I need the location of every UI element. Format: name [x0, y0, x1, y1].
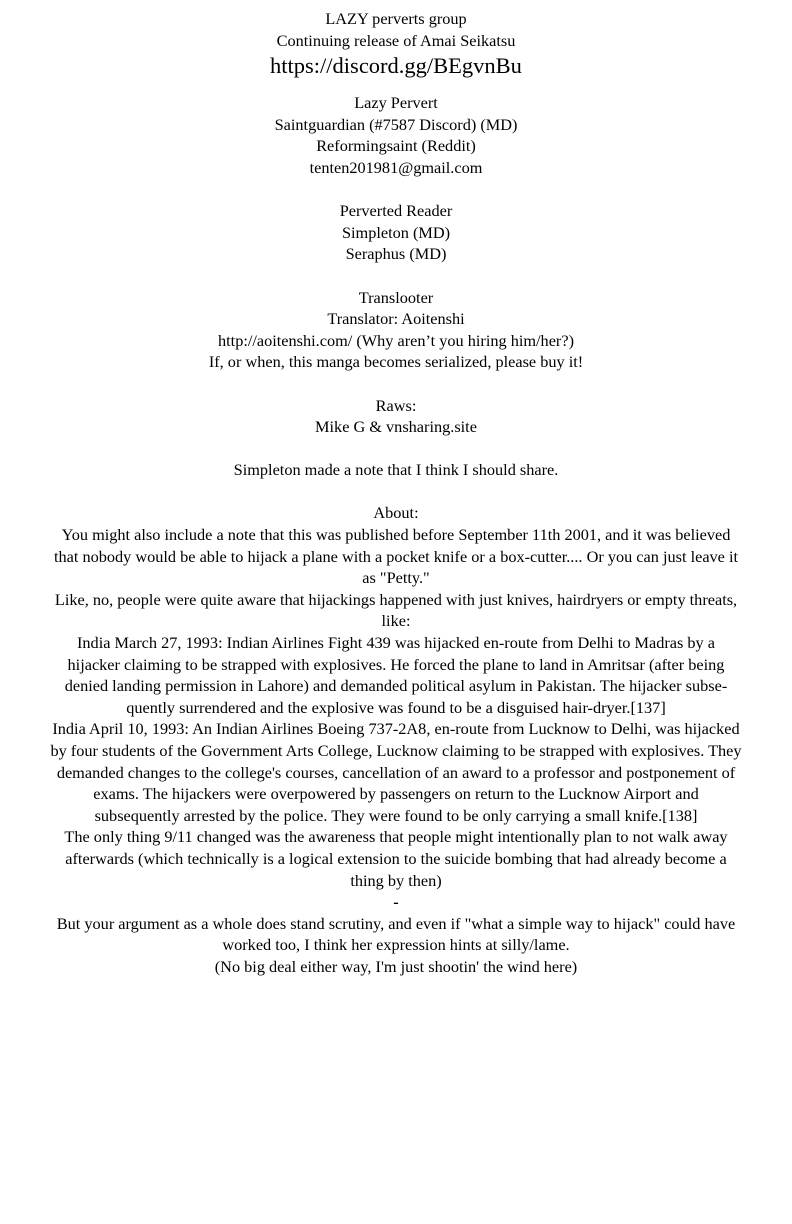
raws-section	[14, 395, 778, 438]
translooter-section	[14, 287, 778, 373]
translooter-heading: Translooter	[358, 287, 434, 307]
separator-dash: -	[393, 892, 399, 912]
translator-name: Translator: Aoitenshi	[327, 309, 465, 329]
spacer	[14, 80, 778, 92]
about-heading: About:	[373, 503, 419, 523]
about-line: that nobody would be able to hijack a plane with a pocket knife or a box-cutter.... Or you can just leave it	[53, 546, 739, 566]
perverted-reader-line: Seraphus (MD)	[345, 244, 447, 264]
about-line: exams. The hijackers were overpowered by passengers on return to the Lucknow Airport and	[93, 784, 699, 804]
spacer	[14, 265, 778, 287]
credits-page	[14, 8, 778, 978]
about-line: Like, no, people were quite aware that hijackings happened with just knives, hairdryers or empty threats,	[54, 589, 738, 609]
perverted-reader-heading: Perverted Reader	[339, 201, 453, 221]
lazy-pervert-line: Saintguardian (#7587 Discord) (MD)	[274, 114, 518, 134]
perverted-reader-section	[14, 200, 778, 265]
about-line: as "Petty."	[362, 568, 430, 588]
about-section	[14, 502, 778, 977]
about-line: quently surrendered and the explosive was found to be a disguised hair-dryer.[137]	[126, 697, 666, 717]
about-line: by four students of the Government Arts College, Lucknow claiming to be strapped with explosives. They	[50, 741, 742, 760]
spacer	[14, 373, 778, 395]
about-line: thing by then)	[350, 870, 442, 890]
spacer	[14, 179, 778, 201]
about-line: India April 10, 1993: An Indian Airlines Boeing 737-2A8, en-route from Lucknow to Delhi, was hijacked	[52, 719, 740, 739]
spacer	[14, 438, 778, 460]
about-line: hijacker claiming to be strapped with explosives. He forced the plane to land in Amritsar (after being	[67, 654, 725, 674]
buy-note: If, or when, this manga becomes serialized, please buy it!	[208, 352, 584, 372]
group-name: LAZY perverts group	[325, 9, 467, 28]
header-section	[14, 8, 778, 80]
perverted-reader-line: Simpleton (MD)	[341, 222, 451, 242]
about-line: The only thing 9/11 changed was the awareness that people might intentionally plan to not walk away	[64, 827, 728, 847]
release-title: Continuing release of Amai Seikatsu	[276, 30, 516, 50]
email-text: tenten201981@gmail.com	[309, 157, 483, 177]
translator-link[interactable]: http://aoitenshi.com/ (Why aren’t you hiring him/her?)	[218, 330, 574, 350]
note-intro: Simpleton made a note that I think I should share.	[233, 460, 559, 480]
discord-link[interactable]: https://discord.gg/BEgvnBu	[270, 53, 522, 79]
about-line: India March 27, 1993: Indian Airlines Fight 439 was hijacked en-route from Delhi to Madras by a	[77, 633, 715, 653]
about-line: like:	[381, 611, 411, 631]
lazy-pervert-heading: Lazy Pervert	[354, 93, 438, 113]
about-line: worked too, I think her expression hints at silly/lame.	[222, 935, 570, 955]
raws-heading: Raws:	[375, 395, 417, 415]
raws-source: Mike G & vnsharing.site	[315, 417, 477, 437]
about-line: You might also include a note that this was published before September 11th 2001, and it was believed	[61, 525, 731, 545]
about-line: subsequently arrested by the police. They were found to be only carrying a small knife.[138]	[94, 805, 698, 825]
about-line: demanded changes to the college's courses, cancellation of an award to a professor and postponement of	[56, 762, 736, 782]
about-line: denied landing permission in Lahore) and demanded political asylum in Pakistan. The hijacker subse-	[64, 676, 728, 696]
lazy-pervert-line: Reformingsaint (Reddit)	[316, 136, 476, 156]
about-line: (No big deal either way, I'm just shootin' the wind here)	[214, 956, 578, 976]
about-line: But your argument as a whole does stand scrutiny, and even if "what a simple way to hijack" could have	[56, 913, 736, 933]
about-line: afterwards (which technically is a logical extension to the suicide bombing that had already become a	[65, 848, 727, 868]
lazy-pervert-section	[14, 92, 778, 178]
spacer	[14, 481, 778, 503]
